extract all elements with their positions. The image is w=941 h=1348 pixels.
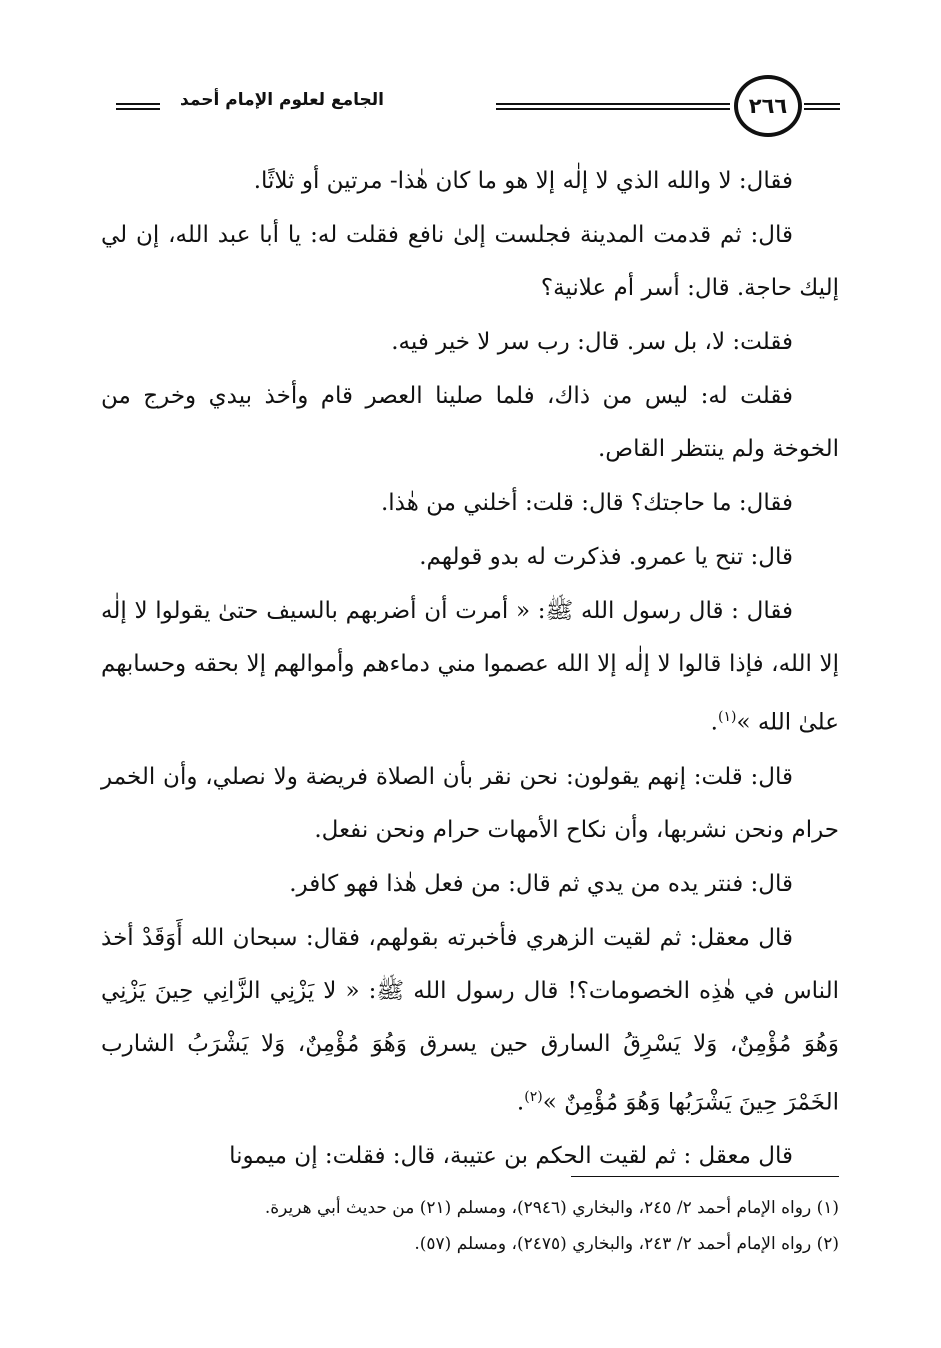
paragraph: فقلت له: ليس من ذاك، فلما صلينا العصر قام وأخذ بيدي وخرج من الخوخة ولم ينتظر القاص.	[101, 383, 839, 462]
footnote-separator	[571, 1176, 839, 1177]
paragraph-text: فقال : قال رسول الله ﷺ: « أمرت أن أضربهم بالسيف حتىٰ يقولوا لا إلٰه إلا الله، فإذا قالوا لا إلٰه إلا الله عصموا مني دماءهم وأموالهم إلا بحقه وحسابهم علىٰ الله »	[101, 598, 839, 736]
page-number: ٢٦٦	[734, 75, 802, 137]
footnote-marker: (١)	[717, 709, 737, 725]
header-rule-right	[804, 103, 840, 110]
paragraph: قال معقل: ثم لقيت الزهري فأخبرته بقولهم، فقال: سبحان الله أَوَقَدْ أخذ الناس في هٰذِه الخصومات؟! قال رسول الله ﷺ: « لا يَزْنِي الزَّانِي حِينَ يَزْنِي وَهُوَ مُؤْمِنٌ، وَلا يَسْرِقُ السارق حين يسرق وَهُوَ مُؤْمِنٌ، وَلا يَشْرَبُ الشارب الخَمْرَ حِينَ يَشْرَبُها وَهُوَ مُؤْمِنٌ »$^{(٢)}$.	[101, 924, 839, 1116]
page-header	[100, 72, 840, 152]
paragraph: قال: ثم قدمت المدينة فجلست إلىٰ نافع فقلت له: يا أبا عبد الله، إن لي إليك حاجة. قال: أسر أم علانية؟	[101, 222, 839, 301]
paragraph: قال: فنتر يده من يدي ثم قال: من فعل هٰذا فهو كافر.	[289, 870, 793, 897]
paragraph: قال معقل : ثم لقيت الحكم بن عتيبة، قال: فقلت: إن ميمونا	[229, 1143, 793, 1170]
paragraph: فقال: لا والله الذي لا إلٰه إلا هو ما كان هٰذا- مرتين أو ثلاثًا.	[253, 168, 793, 194]
paragraph: فقال : قال رسول الله ﷺ: « أمرت أن أضربهم بالسيف حتىٰ يقولوا لا إلٰه إلا الله، فإذا قالوا لا إلٰه إلا الله عصموا مني دماءهم وأموالهم إلا بحقه وحسابهم علىٰ الله »$^{(١)}$.	[101, 598, 839, 736]
paragraph: قال: قلت: إنهم يقولون: نحن نقر بأن الصلاة فريضة ولا نصلي، وأن الخمر حرام ونحن نشربها، وأن نكاح الأمهات حرام ونحن نفعل.	[101, 763, 839, 843]
header-rule-middle	[496, 103, 730, 110]
header-rule-left	[116, 103, 160, 110]
footnotes	[101, 1190, 839, 1262]
footnote: (٢) رواه الإمام أحمد ٢/ ٢٤٣، والبخاري (٢٤٧٥)، ومسلم (٥٧).	[414, 1234, 839, 1254]
paragraph: فقال: ما حاجتك؟ قال: قلت: أخلني من هٰذا.	[380, 490, 793, 516]
footnote-marker: (٢)	[524, 1088, 543, 1105]
main-text	[101, 155, 839, 1184]
running-title: الجامع لعلوم الإمام أحمد	[180, 90, 384, 110]
paragraph-text: قال معقل: ثم لقيت الزهري فأخبرته بقولهم، فقال: سبحان الله أَوَقَدْ أخذ الناس في هٰذِه الخصومات؟! قال رسول الله ﷺ: « لا يَزْنِي الزَّانِي حِينَ يَزْنِي وَهُوَ مُؤْمِنٌ، وَلا يَسْرِقُ السارق حين يسرق وَهُوَ مُؤْمِنٌ، وَلا يَشْرَبُ الشارب الخَمْرَ حِينَ يَشْرَبُها وَهُوَ مُؤْمِنٌ »	[101, 924, 839, 1116]
paragraph: قال: تنح يا عمرو. فذكرت له بدو قولهم.	[419, 544, 793, 570]
paragraph: فقلت: لا، بل سر. قال: رب سر لا خير فيه.	[391, 329, 793, 355]
footnote: (١) رواه الإمام أحمد ٢/ ٢٤٥، والبخاري (٢٩٤٦)، ومسلم (٢١) من حديث أبي هريرة.	[264, 1198, 839, 1218]
